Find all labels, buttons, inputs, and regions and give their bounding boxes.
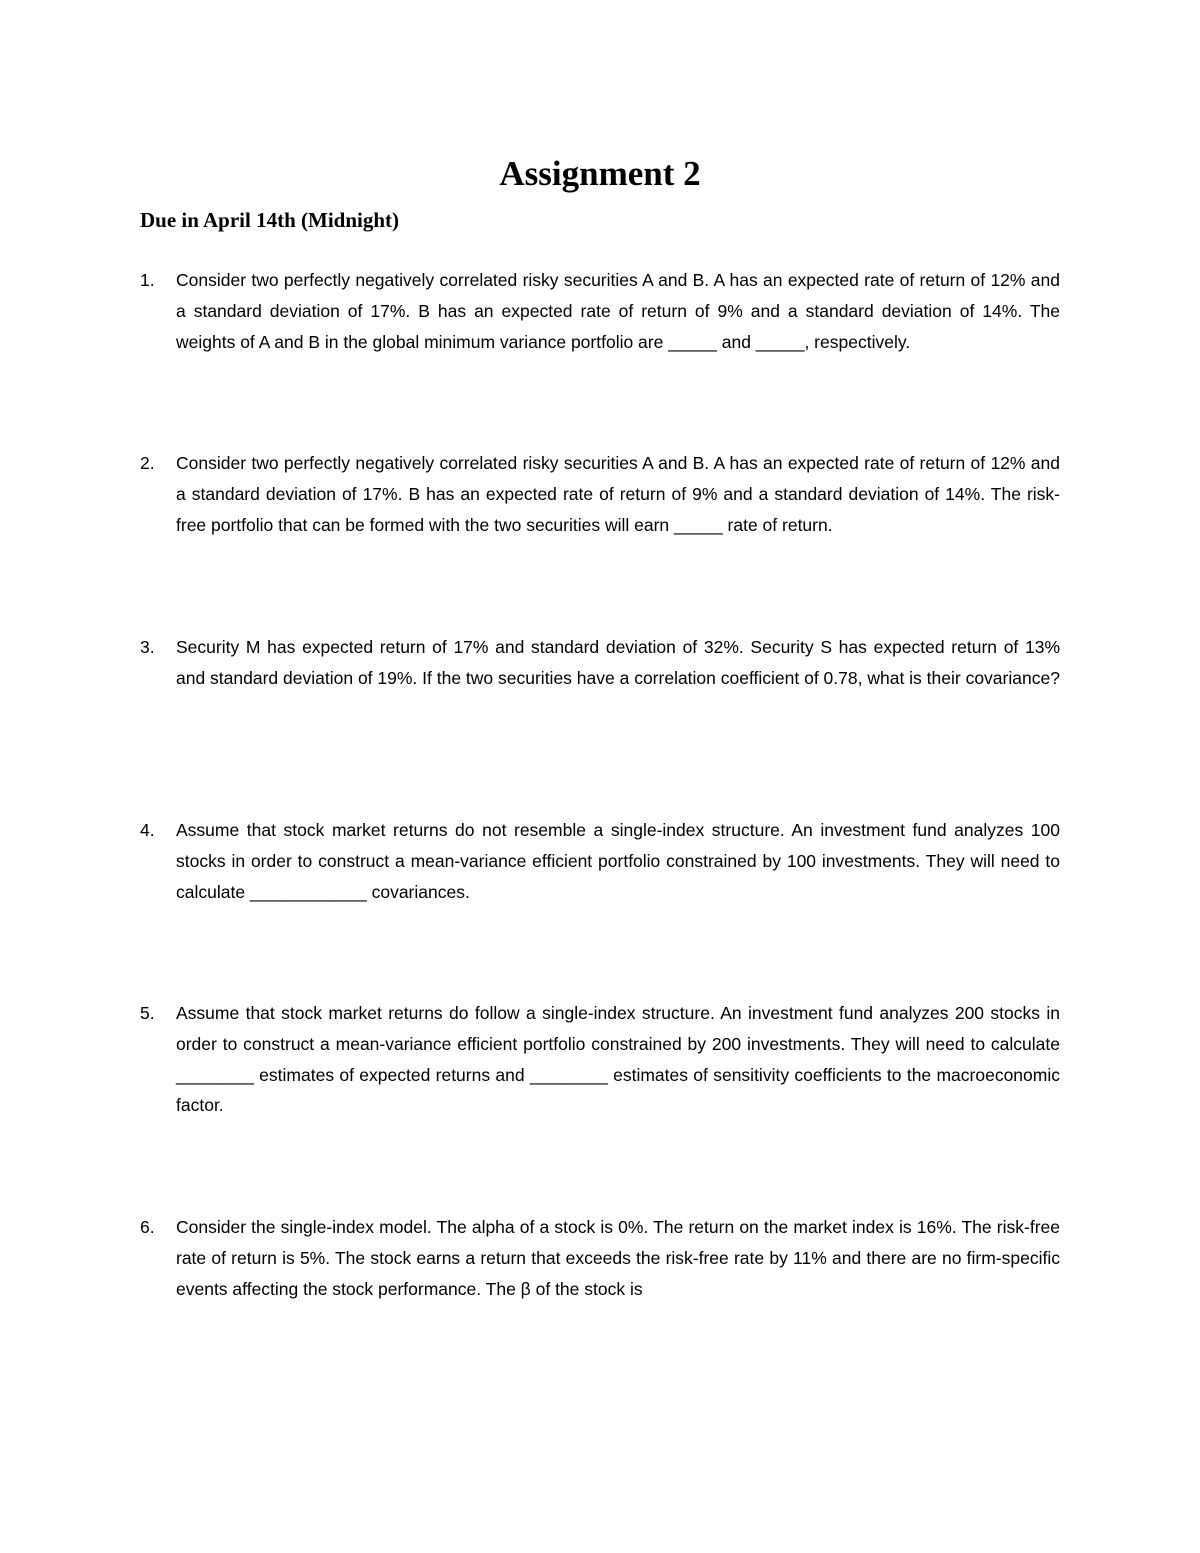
question-text: Assume that stock market returns do follow a single-index structure. An investment fund analyzes 200 stocks in order to construct a mean-variance efficient portfolio constrained by 200 investments. They will need to calculate ________ estimates of expected returns and ________ estimates of sensitivity coefficients to the macroeconomic factor. — [176, 1003, 1060, 1116]
question-5 — [140, 998, 1060, 1121]
due-date: Due in April 14th (Midnight) — [140, 208, 400, 232]
question-text: Consider two perfectly negatively correlated risky securities A and B. A has an expected rate of return of 12% and a standard deviation of 17%. B has an expected rate of return of 9% and a standard deviation of 14%. The risk-free portfolio that can be formed with the two securities will earn _____ rate of return. — [176, 453, 1060, 535]
question-number: 3. — [140, 637, 155, 657]
question-text: Security M has expected return of 17% and standard deviation of 32%. Security S has expected return of 13% and standard deviation of 19%. If the two securities have a correlation coefficient of 0.78, what is their covariance? — [176, 637, 1060, 688]
question-2 — [140, 448, 1060, 540]
question-number: 5. — [140, 1003, 155, 1023]
question-text: Assume that stock market returns do not resemble a single-index structure. An investment fund analyzes 100 stocks in order to construct a mean-variance efficient portfolio constrained by 100 investments. They will need to calculate ____________ covariances. — [176, 820, 1060, 902]
question-number: 2. — [140, 453, 155, 473]
question-number: 4. — [140, 820, 155, 840]
question-3 — [140, 632, 1060, 694]
question-text: Consider the single-index model. The alpha of a stock is 0%. The return on the market index is 16%. The risk-free rate of return is 5%. The stock earns a return that exceeds the risk-free rate by 11% and there are no firm-specific events affecting the stock performance. The β of the stock is — [176, 1217, 1060, 1299]
question-1 — [140, 265, 1060, 357]
question-4 — [140, 815, 1060, 907]
page-title: Assignment 2 — [499, 154, 701, 193]
question-6 — [140, 1212, 1060, 1304]
question-number: 1. — [140, 270, 155, 290]
question-number: 6. — [140, 1217, 155, 1237]
question-text: Consider two perfectly negatively correlated risky securities A and B. A has an expected rate of return of 12% and a standard deviation of 17%. B has an expected rate of return of 9% and a standard deviation of 14%. The weights of A and B in the global minimum variance portfolio are _____ and _____, respectively. — [176, 270, 1060, 352]
